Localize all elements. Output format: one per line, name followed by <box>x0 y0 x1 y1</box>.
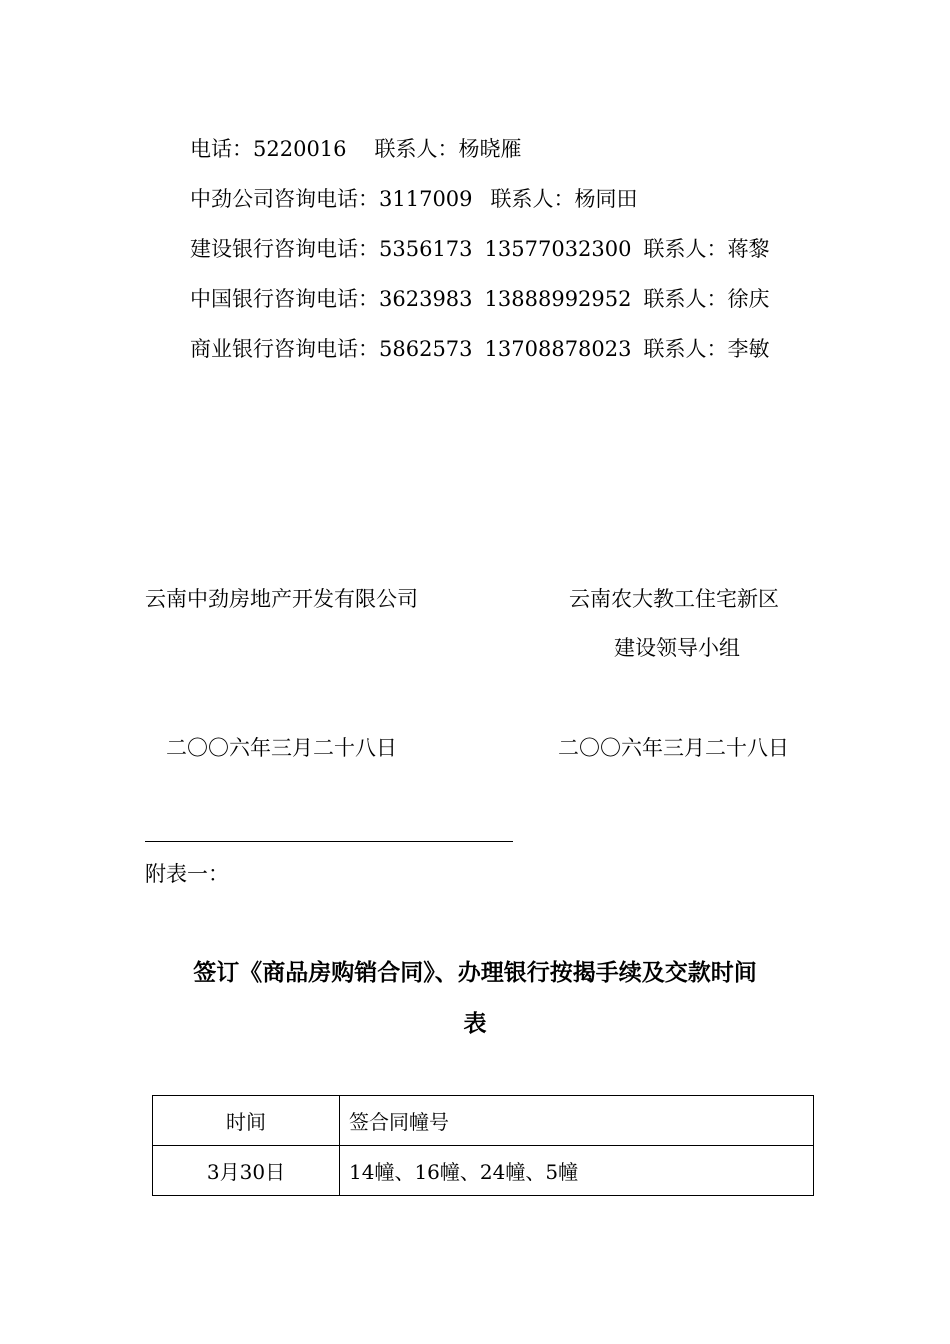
contact-person-label: 联系人： <box>643 237 728 261</box>
signature-left-org: 云南中劲房地产开发有限公司 <box>145 587 418 611</box>
contact-person-label: 联系人： <box>374 137 459 161</box>
contact-line-1 <box>190 139 522 160</box>
contact-phone-number: 3117009 <box>379 187 473 211</box>
contact-phone-label: 中劲公司咨询电话： <box>190 187 379 211</box>
table-title-line1: 签订《商品房购销合同》、办理银行按揭手续及交款时间 <box>193 959 757 986</box>
signature-right-date: 二〇〇六年三月二十八日 <box>558 736 789 760</box>
header-time: 时间 <box>153 1096 340 1146</box>
table-header-row <box>153 1096 814 1146</box>
contact-person-name: 徐庆 <box>727 287 770 311</box>
table-row <box>153 1146 814 1196</box>
contact-line-5 <box>190 339 770 360</box>
contact-line-2 <box>190 189 638 210</box>
contact-phone-number: 5862573 <box>379 337 473 361</box>
header-building: 签合同幢号 <box>340 1096 814 1146</box>
contact-person-label: 联系人： <box>490 187 575 211</box>
contact-person-name: 杨同田 <box>574 187 638 211</box>
contact-phone-label: 中国银行咨询电话： <box>190 287 379 311</box>
contact-person-name: 蒋黎 <box>727 237 770 261</box>
contact-phone-label: 商业银行咨询电话： <box>190 337 379 361</box>
contact-line-3 <box>190 239 770 260</box>
contact-line-4 <box>190 289 770 310</box>
section-divider <box>145 841 513 842</box>
schedule-table <box>152 1095 814 1196</box>
contact-person-label: 联系人： <box>643 337 728 361</box>
contact-mobile-number: 13708878023 <box>484 337 632 361</box>
contact-person-name: 杨晓雁 <box>458 137 522 161</box>
appendix-label: 附表一： <box>145 862 229 886</box>
contact-person-label: 联系人： <box>643 287 728 311</box>
signature-right-org-line1: 云南农大教工住宅新区 <box>569 587 779 611</box>
contact-phone-number: 5220016 <box>253 137 347 161</box>
contact-mobile-number: 13888992952 <box>484 287 632 311</box>
signature-right-org-line2: 建设领导小组 <box>614 636 740 660</box>
table-title-line2: 表 <box>463 1010 487 1037</box>
signature-left-date: 二〇〇六年三月二十八日 <box>166 736 397 760</box>
contact-phone-number: 3623983 <box>379 287 473 311</box>
contact-mobile-number: 13577032300 <box>484 237 632 261</box>
contact-phone-label: 建设银行咨询电话： <box>190 237 379 261</box>
cell-buildings: 14幢、16幢、24幢、5幢 <box>340 1146 814 1196</box>
contact-phone-label: 电话： <box>190 137 253 161</box>
contact-person-name: 李敏 <box>727 337 770 361</box>
cell-date: 3月30日 <box>153 1146 340 1196</box>
contact-phone-number: 5356173 <box>379 237 473 261</box>
